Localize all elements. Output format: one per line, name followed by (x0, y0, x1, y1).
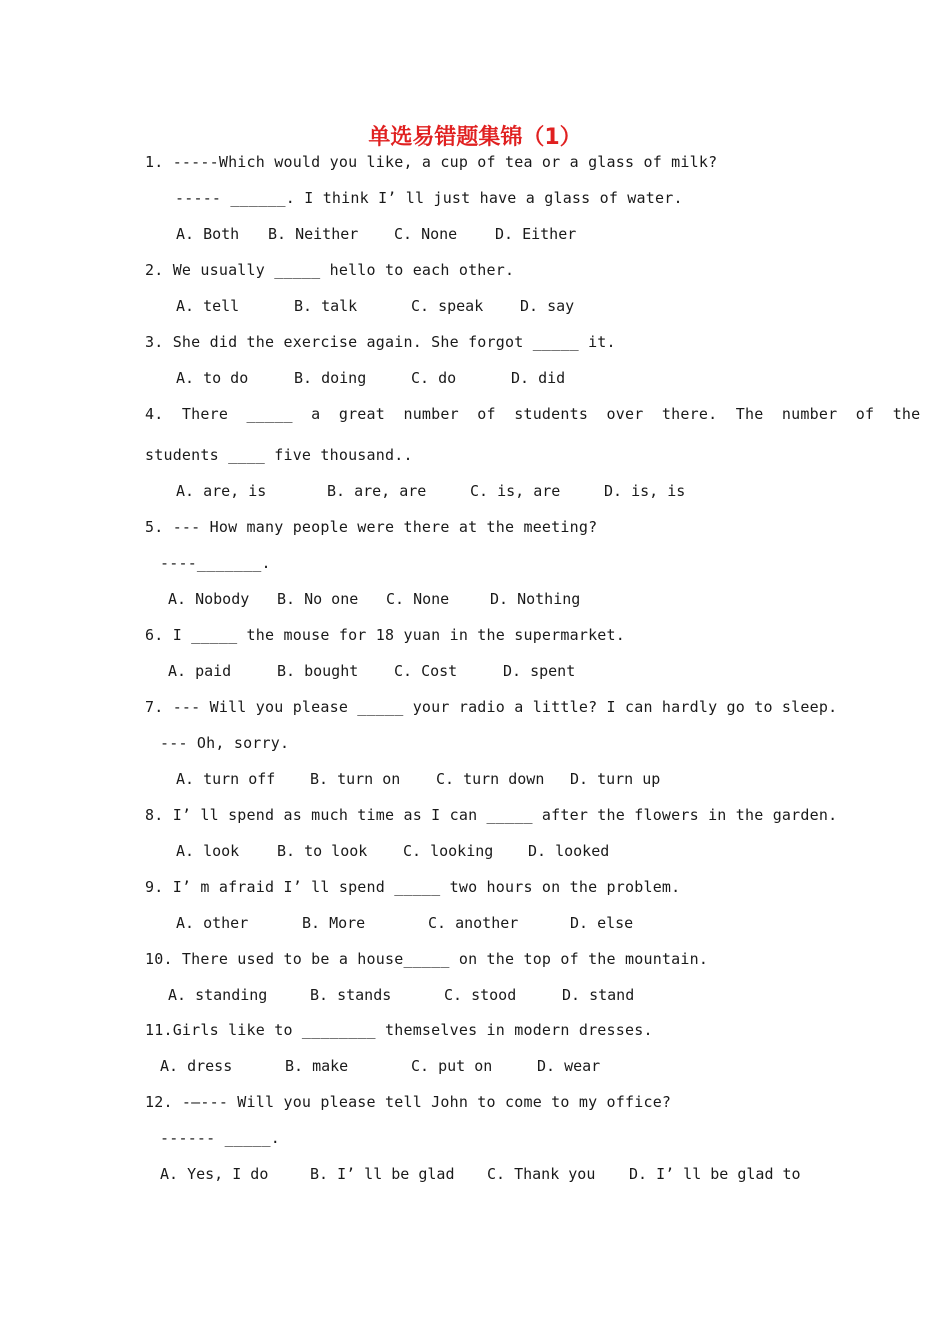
question-4-option-a: A. are, is (176, 482, 267, 500)
question-2-stem: 2. We usually _____ hello to each other. (145, 261, 515, 279)
question-9-option-d: D. else (570, 914, 634, 932)
question-10-option-b: B. stands (310, 986, 392, 1004)
question-9-option-c: C. another (428, 914, 519, 932)
question-12-stem: 12. -–--- Will you please tell John to come to my office? (145, 1093, 672, 1111)
question-7-stem: 7. --- Will you please _____ your radio a little? I can hardly go to sleep. (145, 698, 838, 716)
question-5-option-d: D. Nothing (490, 590, 581, 608)
question-6-option-c: C. Cost (394, 662, 458, 680)
question-8-option-a: A. look (176, 842, 240, 860)
question-11-option-b: B. make (285, 1057, 349, 1075)
question-12-option-d: D. I’ ll be glad to (629, 1165, 801, 1183)
page-title: 单选易错题集锦（1） (368, 125, 582, 150)
question-5-option-a: A. Nobody (168, 590, 250, 608)
question-7-reply: --- Oh, sorry. (160, 734, 290, 752)
question-4-stem: 4. There _____ a great number of students over there. The number of the (145, 405, 921, 423)
question-1-option-d: D. Either (495, 225, 577, 243)
question-10-option-d: D. stand (562, 986, 635, 1004)
question-3-option-c: C. do (411, 369, 457, 387)
question-12-option-c: C. Thank you (487, 1165, 596, 1183)
question-3-option-b: B. doing (294, 369, 367, 387)
question-5-stem: 5. --- How many people were there at the meeting? (145, 518, 598, 536)
question-7-option-b: B. turn on (310, 770, 401, 788)
question-7-option-a: A. turn off (176, 770, 276, 788)
question-1-stem: 1. -----Which would you like, a cup of tea or a glass of milk? (145, 153, 718, 171)
question-5-option-b: B. No one (277, 590, 359, 608)
question-11-stem: 11.Girls like to ________ themselves in modern dresses. (145, 1021, 653, 1039)
question-9-option-a: A. other (176, 914, 249, 932)
question-8-option-c: C. looking (403, 842, 494, 860)
question-1-option-b: B. Neither (268, 225, 359, 243)
question-1-reply: ----- ______. I think I’ ll just have a glass of water. (175, 189, 683, 207)
question-12-reply: ------ _____. (160, 1129, 280, 1147)
question-8-stem: 8. I’ ll spend as much time as I can _____ after the flowers in the garden. (145, 806, 838, 824)
question-7-option-c: C. turn down (436, 770, 545, 788)
question-9-option-b: B. More (302, 914, 366, 932)
question-11-option-c: C. put on (411, 1057, 493, 1075)
question-2-option-c: C. speak (411, 297, 484, 315)
question-4-option-c: C. is, are (470, 482, 561, 500)
question-1-option-c: C. None (394, 225, 458, 243)
question-4-stem-continued: students ____ five thousand.. (145, 446, 413, 464)
question-8-option-d: D. looked (528, 842, 610, 860)
question-12-option-b: B. I’ ll be glad (310, 1165, 455, 1183)
question-6-option-a: A. paid (168, 662, 232, 680)
question-7-option-d: D. turn up (570, 770, 661, 788)
question-11-option-a: A. dress (160, 1057, 233, 1075)
question-4-option-b: B. are, are (327, 482, 427, 500)
question-3-option-a: A. to do (176, 369, 249, 387)
question-6-option-d: D. spent (503, 662, 576, 680)
question-9-stem: 9. I’ m afraid I’ ll spend _____ two hours on the problem. (145, 878, 681, 896)
question-1-option-a: A. Both (176, 225, 240, 243)
question-4-option-d: D. is, is (604, 482, 686, 500)
question-3-option-d: D. did (511, 369, 566, 387)
question-8-option-b: B. to look (277, 842, 368, 860)
question-12-option-a: A. Yes, I do (160, 1165, 269, 1183)
question-10-option-a: A. standing (168, 986, 268, 1004)
question-5-reply: ----_______. (160, 554, 271, 572)
question-2-option-a: A. tell (176, 297, 240, 315)
question-10-option-c: C. stood (444, 986, 517, 1004)
question-6-stem: 6. I _____ the mouse for 18 yuan in the supermarket. (145, 626, 625, 644)
question-2-option-b: B. talk (294, 297, 358, 315)
question-11-option-d: D. wear (537, 1057, 601, 1075)
question-10-stem: 10. There used to be a house_____ on the top of the mountain. (145, 950, 709, 968)
question-2-option-d: D. say (520, 297, 575, 315)
question-6-option-b: B. bought (277, 662, 359, 680)
question-3-stem: 3. She did the exercise again. She forgot _____ it. (145, 333, 616, 351)
question-5-option-c: C. None (386, 590, 450, 608)
